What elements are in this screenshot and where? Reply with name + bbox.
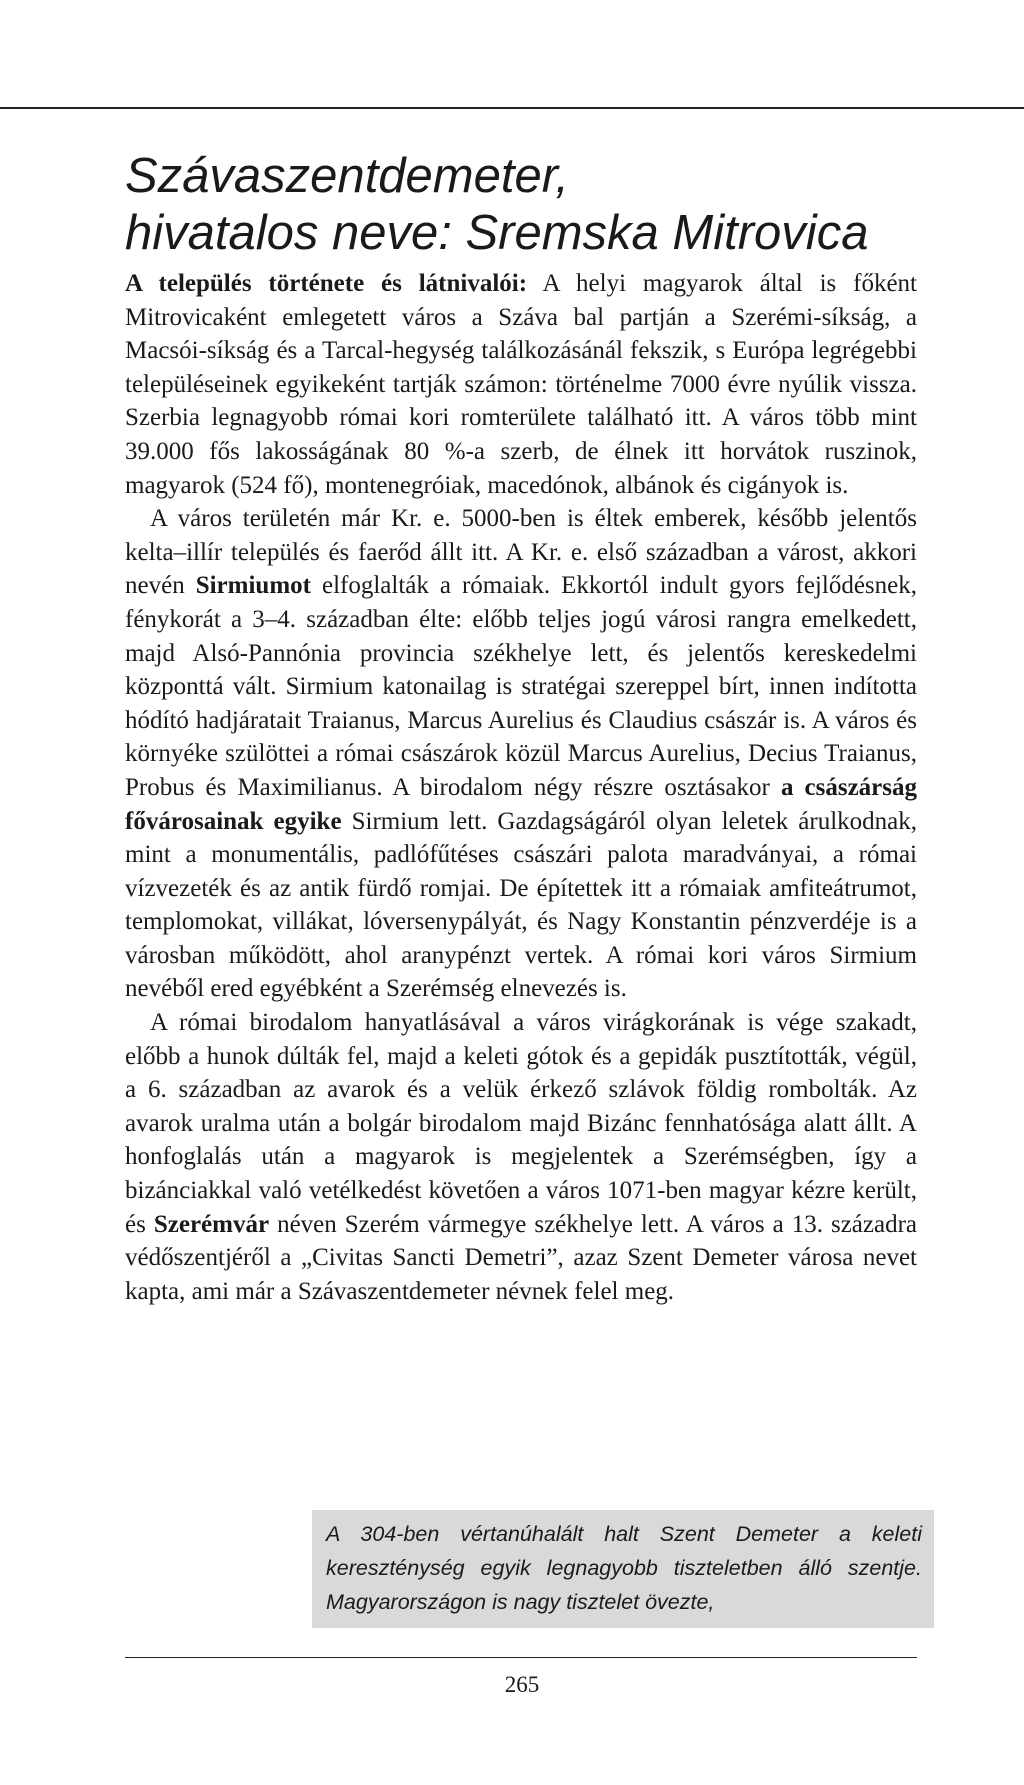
page-title xyxy=(125,148,925,262)
paragraph-1-text: A helyi magyarok által is főként Mitrovicaként emlegetett város a Száva bal partján a Szerémi-síkság, a Macsói-síkság és a Tarcal-hegység találkozásánál fekszik, s Európa legrégebbi településeinek egyikeként tartják számon: történelme 7000 évre nyúlik vissza. Szerbia legnagyobb római kori romterülete található itt. A város több mint 39.000 fős lakosságának 80 %-a szerb, de élnek itt horvátok ruszinok, magyarok (524 fő), montenegróiak, macedónok, albánok és cigányok is. xyxy=(125,270,917,499)
bottom-rule xyxy=(125,1657,917,1658)
paragraph-2 xyxy=(125,502,917,1006)
paragraph-2-bold-2: a császárság fővárosainak egyike xyxy=(125,773,917,835)
paragraph-3-text-2: néven Szerém vármegye székhelye lett. A város a 13. századra védőszentjéről a „Civitas Sancti Demetri”, azaz Szent Demeter városa nevet kapta, ami már a Szávaszentdemeter névnek felel meg. xyxy=(125,1210,917,1305)
sidebar-note-text: A 304-ben vértanúhalált halt Szent Demeter a keleti kereszténység egyik legnagyobb tiszteletben álló szentje. Magyarországon is nagy tisztelet övezte, xyxy=(326,1522,922,1614)
paragraph-2-text-1: A város területén már Kr. e. 5000-ben is éltek emberek, később jelentős kelta–illír település és faerőd állt itt. A Kr. e. első században a várost, akkori nevén xyxy=(125,505,917,600)
paragraph-2-text-3: Sirmium lett. Gazdagságáról olyan leletek árulkodnak, mint a monumentális, padlófűtéses császári palota maradványai, a római vízvezeték és az antik fürdő romjai. De építettek itt a rómaiak amfiteátrumot, templomokat, villákat, lóversenypályát, és Nagy Konstantin pénzverdéje is a városban működött, ahol aranypénzt vertek. A római kori város Sirmium nevéből ered egyébként a Szerémség elnevezés is. xyxy=(125,807,917,1003)
title-line-1: Szávaszentdemeter, xyxy=(125,149,569,203)
paragraph-2-text-2: elfoglalták a rómaiak. Ekkortól indult gyors fejlődésnek, fénykorát a 3–4. században élte: előbb teljes jogú városi rangra emelkedett, majd Alsó-Pannónia provincia székhelye lett, és jelentős kereskedelmi központtá vált. Sirmium katonailag is stratégai szereppel bírt, innen indította hódító hadjáratait Traianus, Marcus Aurelius és Claudius császár is. A város és környéke szülöttei a római császárok közül Marcus Aurelius, Decius Traianus, Probus és Maximilianus. A birodalom négy részre osztásakor xyxy=(125,572,917,801)
paragraph-3-bold-1: Szerémvár xyxy=(153,1210,270,1238)
top-rule xyxy=(0,107,1024,109)
paragraph-3 xyxy=(125,1006,917,1308)
paragraph-2-bold-1: Sirmiumot xyxy=(195,572,311,600)
paragraph-1 xyxy=(125,267,917,502)
paragraph-1-lead: A település története és látnivalói: xyxy=(125,270,528,297)
title-line-2: hivatalos neve: Sremska Mitrovica xyxy=(125,206,869,260)
article-body xyxy=(125,267,917,1308)
paragraph-3-text-1: A római birodalom hanyatlásával a város virágkorának is vége szakadt, előbb a hunok dúlták fel, majd a keleti gótok és a gepidák pusztították, végül, a 6. században az avarok és a velük érkező szlávok földig rombolták. Az avarok uralma után a bolgár birodalom majd Bizánc fennhatósága alatt állt. A honfoglalás után a magyarok is megjelentek a Szerémségben, így a bizánciakkal való vetélkedést követően a város 1071-ben magyar kézre került, és xyxy=(125,1009,917,1238)
sidebar-note xyxy=(312,1510,934,1628)
page-number: 265 xyxy=(504,1672,540,1697)
